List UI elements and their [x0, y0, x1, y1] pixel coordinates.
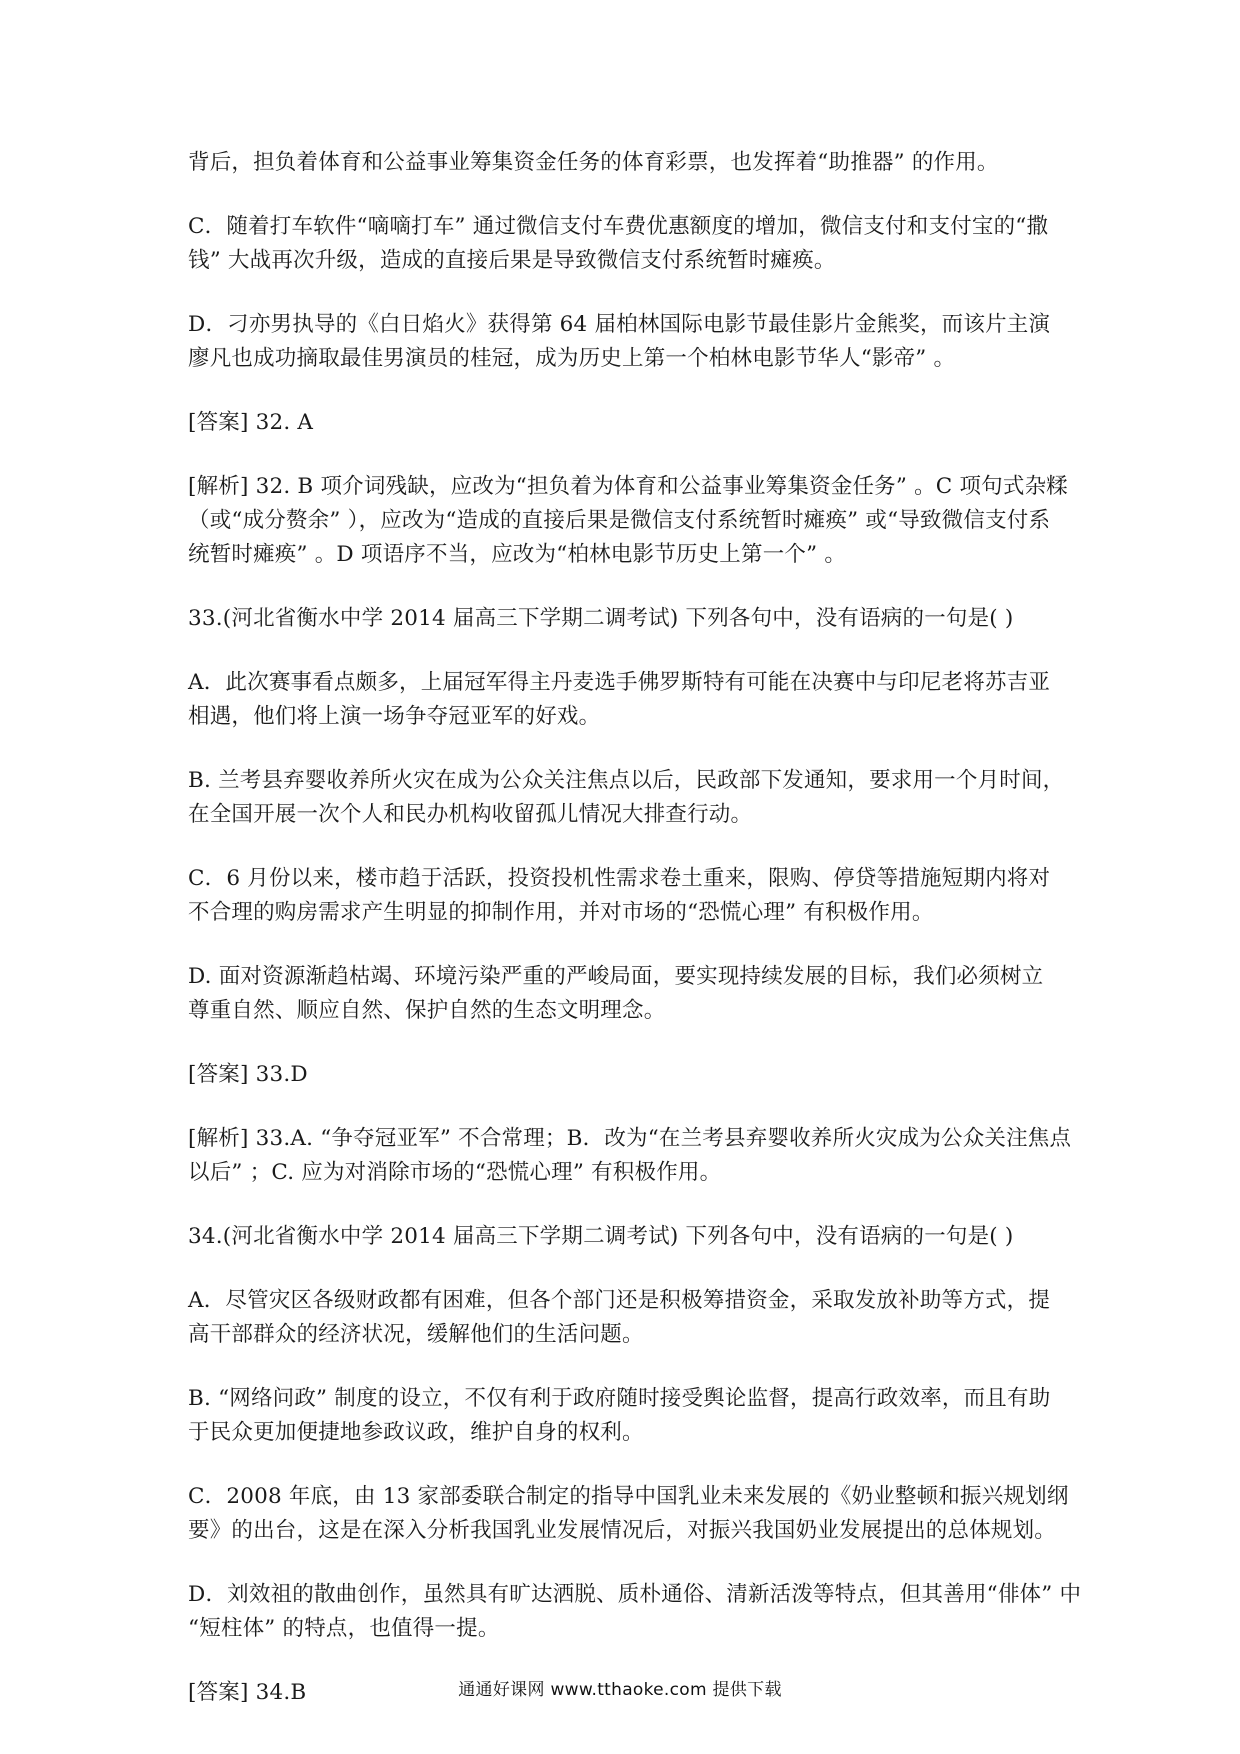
- text-line: 相遇，他们将上演一场争夺冠亚军的好戏。: [188, 704, 601, 729]
- text-line: B. “网络问政” 制度的设立，不仅有利于政府随时接受舆论监督，提高行政效率，而且有助: [188, 1386, 1051, 1411]
- text-line: 33.(河北省衡水中学 2014 届高三下学期二调考试) 下列各句中，没有语病的一句是( ): [188, 606, 1014, 631]
- text-line: D. 面对资源渐趋枯竭、环境污染严重的严峻局面，要实现持续发展的目标，我们必须树立: [188, 964, 1044, 989]
- q32-option-c: [188, 210, 1068, 278]
- text-line: 尊重自然、顺应自然、保护自然的生态文明理念。: [188, 998, 666, 1023]
- q33-option-d: [188, 960, 1068, 1028]
- text-line: [答案] 34.B: [188, 1680, 307, 1705]
- text-line: [答案] 32. A: [188, 410, 314, 435]
- text-line: [解析] 32. B 项介词残缺，应改为“担负着为体育和公益事业筹集资金任务” 。C 项句式杂糅: [188, 474, 1068, 499]
- page-footer: 通通好课网 www.tthaoke.com 提供下载: [458, 1680, 782, 1700]
- text-line: C．随着打车软件“嘀嘀打车” 通过微信支付车费优惠额度的增加，微信支付和支付宝的“撒: [188, 214, 1049, 239]
- text-line: “短柱体” 的特点，也值得一提。: [188, 1616, 500, 1641]
- text-line: C．2008 年底，由 13 家部委联合制定的指导中国乳业未来发展的《奶业整顿和振兴规划纲: [188, 1484, 1069, 1509]
- text-line: D．刘效祖的散曲创作，虽然具有旷达洒脱、质朴通俗、清新活泼等特点，但其善用“俳体” 中: [188, 1582, 1082, 1607]
- text-line: 34.(河北省衡水中学 2014 届高三下学期二调考试) 下列各句中，没有语病的一句是( ): [188, 1224, 1014, 1249]
- q34-option-c: [188, 1480, 1068, 1548]
- text-line: 背后，担负着体育和公益事业筹集资金任务的体育彩票，也发挥着“助推器” 的作用。: [188, 150, 999, 175]
- q32-option-d: [188, 308, 1068, 376]
- q33-analysis: [188, 1122, 1072, 1190]
- text-line: A．尽管灾区各级财政都有困难，但各个部门还是积极筹措资金，采取发放补助等方式，提: [188, 1288, 1051, 1313]
- text-line: C．6 月份以来，楼市趋于活跃，投资投机性需求卷土重来，限购、停贷等措施短期内将对: [188, 866, 1051, 891]
- text-line: 不合理的购房需求产生明显的抑制作用，并对市场的“恐慌心理” 有积极作用。: [188, 900, 934, 925]
- text-line: B. 兰考县弃婴收养所火灾在成为公众关注焦点以后，民政部下发通知，要求用一个月时间，: [188, 768, 1065, 793]
- q32-analysis: [188, 470, 1068, 572]
- document-body: [188, 146, 1082, 1740]
- text-line: [答案] 33.D: [188, 1062, 308, 1087]
- q31-option-b-cont: [188, 146, 1068, 180]
- q33-stem: [188, 602, 1068, 636]
- q34-option-b: [188, 1382, 1068, 1450]
- text-line: A．此次赛事看点颇多，上届冠军得主丹麦选手佛罗斯特有可能在决赛中与印尼老将苏吉亚: [188, 670, 1051, 695]
- q33-answer: [188, 1058, 1068, 1092]
- text-line: 要》的出台，这是在深入分析我国乳业发展情况后，对振兴我国奶业发展提出的总体规划。: [188, 1518, 1057, 1543]
- text-line: 在全国开展一次个人和民办机构收留孤儿情况大排查行动。: [188, 802, 753, 827]
- text-line: 廖凡也成功摘取最佳男演员的桂冠，成为历史上第一个柏林电影节华人“影帝” 。: [188, 346, 956, 371]
- q34-option-d: [188, 1578, 1082, 1646]
- text-line: 高干部群众的经济状况，缓解他们的生活问题。: [188, 1322, 644, 1347]
- q32-answer: [188, 406, 1068, 440]
- text-line: 钱” 大战再次升级，造成的直接后果是导致微信支付系统暂时瘫痪。: [188, 248, 836, 273]
- q34-option-a: [188, 1284, 1068, 1352]
- text-line: （或“成分赘余” ），应改为“造成的直接后果是微信支付系统暂时瘫痪” 或“导致微信支付系: [188, 508, 1051, 533]
- q33-option-b: [188, 764, 1068, 832]
- q33-option-c: [188, 862, 1068, 930]
- text-line: D．刁亦男执导的《白日焰火》获得第 64 届柏林国际电影节最佳影片金熊奖，而该片主演: [188, 312, 1051, 337]
- q33-option-a: [188, 666, 1068, 734]
- text-line: 统暂时瘫痪” 。D 项语序不当，应改为“柏林电影节历史上第一个” 。: [188, 542, 847, 567]
- text-line: 于民众更加便捷地参政议政，维护自身的权利。: [188, 1420, 644, 1445]
- text-line: [解析] 33.A. “争夺冠亚军” 不合常理；B．改为“在兰考县弃婴收养所火灾成为公众关注焦点: [188, 1126, 1072, 1151]
- text-line: 以后” ；C. 应为对消除市场的“恐慌心理” 有积极作用。: [188, 1160, 722, 1185]
- q34-stem: [188, 1220, 1068, 1254]
